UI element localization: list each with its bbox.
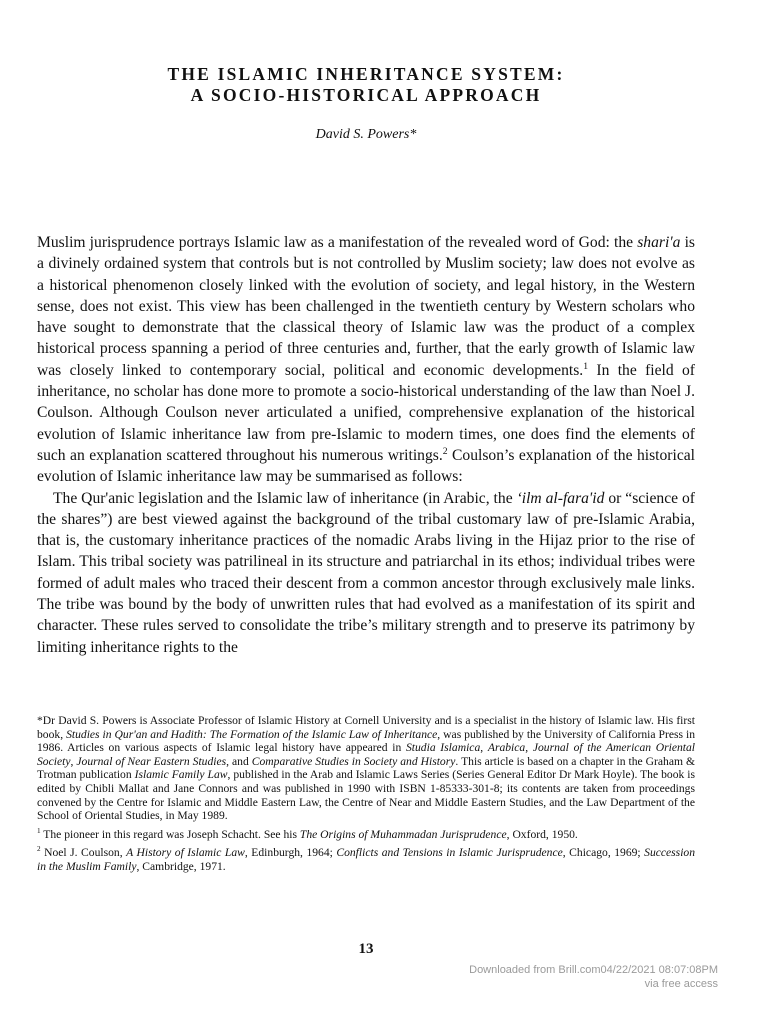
footnote-mark-2: 2 <box>37 845 41 854</box>
article-title <box>37 64 695 106</box>
footnote-mark-1: 1 <box>37 826 41 835</box>
footnote-ref-1[interactable]: 1 <box>583 360 589 372</box>
author-byline: David S. Powers* <box>315 127 417 142</box>
title-line-2: A SOCIO-HISTORICAL APPROACH <box>190 85 542 105</box>
footnote-ref-2[interactable]: 2 <box>442 445 448 457</box>
download-line-2: via free access <box>644 978 718 990</box>
download-watermark <box>398 963 718 991</box>
title-line-1: THE ISLAMIC INHERITANCE SYSTEM: <box>167 64 565 84</box>
author-note: *Dr David S. Powers is Associate Professor of Islamic History at Cornell University and is a specialist in the history of Islamic law. His first book, Studies in Qur'an and Hadith: The Formation of the Islamic Law of Inheritance, was published by the University of California Press in 1986. Articles on various aspects of Islamic legal history have appeared in Studia Islamica, Arabica, Journal of the American Oriental Society, Journal of Near Eastern Studies, and Comparative Studies in Society and History. This article is based on a chapter in the Graham & Trotman publication Islamic Family Law, published in the Arab and Islamic Laws Series (Series General Editor Dr Mark Hoyle). The book is edited by Chibli Mallat and Jane Connors and was published in 1990 with ISBN 1-85333-301-8; its contents are taken from proceedings convened by the Centre for Islamic and Middle Eastern Law, the Centre of Near and Middle Eastern Studies, and the Law Department of the School of Oriental Studies, in May 1989. <box>37 714 696 823</box>
body-paragraph-1: Muslim jurisprudence portrays Islamic law as a manifestation of the revealed word of God: the shari'a is a divinely ordained system that controls but is not controlled by Muslim society; law does not evolve as a historical phenomenon closely linked with the evolution of society, and legal history, in the Western sense, does not exist. This view has been challenged in the twentieth century by Western scholars who have sought to demonstrate that the classical theory of Islamic law was the product of a complex historical process spanning a period of three centuries and, further, that the early growth of Islamic law was closely linked to contemporary social, political and economic developments.$^1$ In the field of inheritance, no scholar has done more to promote a socio-historical understanding of the law than Noel J. Coulson. Although Coulson never articulated a unified, comprehensive explanation of the historical evolution of Islamic inheritance law from pre-Islamic to modern times, one does find the elements of such an explanation scattered throughout his numerous writings.$^2$ Coulson’s explanation of the historical evolution of Islamic inheritance law may be summarised as follows: <box>37 234 696 486</box>
footnotes <box>37 714 695 879</box>
download-line-1: Downloaded from Brill.com04/22/2021 08:07:08PM <box>469 964 718 976</box>
page-number: 13 <box>358 941 374 957</box>
body-paragraph-2: The Qur'anic legislation and the Islamic law of inheritance (in Arabic, the ‘ilm al-fara'id or “science of the shares”) are best viewed against the background of the tribal customary law of pre-Islamic Arabia, that is, the customary inheritance practices of the nomadic Arabs living in the Hijaz prior to the rise of Islam. This tribal society was patrilineal in its structure and patriarchal in its ethos; individual tribes were formed of adult males who traced their descent from a common ancestor through exclusively male links. The tribe was bound by the body of unwritten rules that had evolved as a manifestation of its spirit and character. These rules served to consolidate the tribe’s military strength and to preserve its patrimony by limiting inheritance rights to the <box>37 489 695 656</box>
footnote-2: $^2$ Noel J. Coulson, A History of Islamic Law, Edinburgh, 1964; Conflicts and Tensions in Islamic Jurisprudence, Chicago, 1969; Succession in the Muslim Family, Cambridge, 1971. <box>37 845 696 873</box>
footnote-1: $^1$ The pioneer in this regard was Joseph Schacht. See his The Origins of Muhammadan Jurisprudence, Oxford, 1950. <box>37 826 578 841</box>
article-body <box>37 232 695 658</box>
